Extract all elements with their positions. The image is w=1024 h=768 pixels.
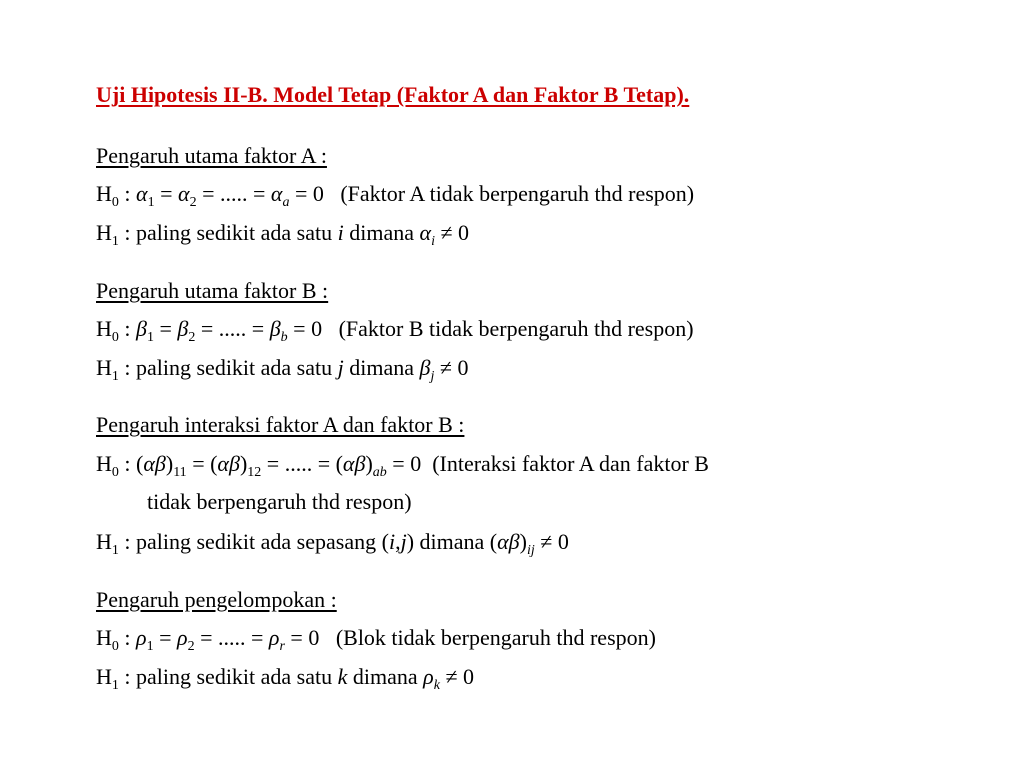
h1-factor-a: $H_1$ : paling sedikit ada satu i dimana $\alpha_i \ne 0$ (96, 220, 470, 249)
slide-title: Uji Hipotesis II-B. Model Tetap (Faktor A dan Faktor B Tetap). (96, 82, 690, 107)
h1-factor-b: $H_1$ : paling sedikit ada satu j dimana $\beta_j \ne 0$ (96, 355, 469, 384)
h0-factor-a: $H_0$ : $\alpha_1 = \alpha_2$ = ..... = $\alpha_a = 0$ (Faktor A tidak berpengaruh thd respon) (96, 181, 695, 210)
section-heading-blocking: Pengaruh pengelompokan : (96, 587, 337, 612)
h1-blocking: $H_1$ : paling sedikit ada satu k dimana $\rho_k \ne 0$ (96, 664, 475, 693)
h1-interaction: $H_1$ : paling sedikit ada sepasang (i,j) dimana $(\alpha\beta)_{ij} \ne 0$ (96, 529, 569, 558)
h0-interaction-continuation: tidak berpengaruh thd respon) (147, 489, 412, 514)
section-heading-interaction: Pengaruh interaksi faktor A dan faktor B : (96, 412, 465, 437)
h0-interaction: $H_0$ : $(\alpha\beta)_{11} = (\alpha\beta)_{12}$ = ..... = $(\alpha\beta)_{ab} = 0$ (Interaksi faktor A dan faktor B (96, 451, 709, 480)
section-heading-factor-a: Pengaruh utama faktor A : (96, 143, 327, 168)
section-heading-factor-b: Pengaruh utama faktor B : (96, 278, 329, 303)
h0-blocking: $H_0$ : $\rho_1 = \rho_2$ = ..... = $\rho_r = 0$ (Blok tidak berpengaruh thd respon) (96, 625, 656, 654)
h0-factor-b: $H_0$ : $\beta_1 = \beta_2$ = ..... = $\beta_b = 0$ (Faktor B tidak berpengaruh thd respon) (96, 316, 694, 345)
